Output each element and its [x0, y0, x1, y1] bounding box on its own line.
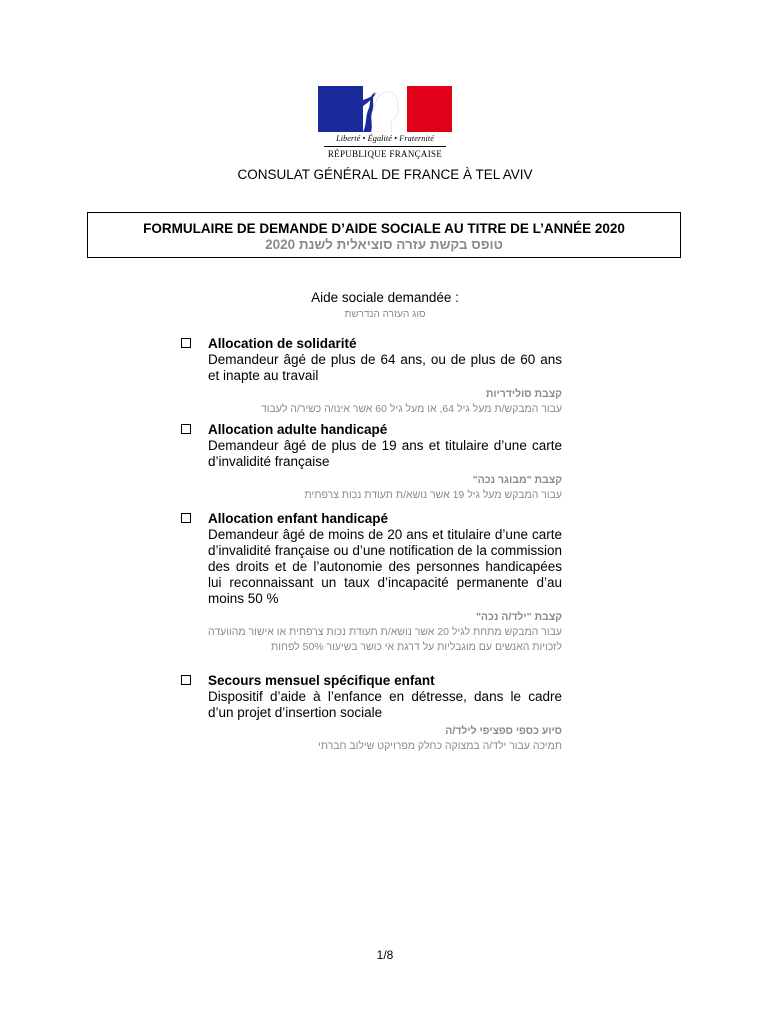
- option-description: Dispositif d’aide à l’enfance en détresse, dans le cadre d’un projet d’insertion sociale: [208, 689, 562, 720]
- option-title-he: קצבת "מבוגר נכה": [472, 474, 562, 486]
- option-body: [208, 336, 562, 417]
- option-description: Demandeur âgé de plus de 19 ans et titulaire d’une carte d’invalidité française: [208, 438, 562, 469]
- checkbox[interactable]: [181, 675, 191, 685]
- option-description-he: עבור המבקש מעל גיל 19 אשר נושא/ת תעודת נכות צרפתית: [304, 489, 562, 501]
- option-title-he: קצבת סולידריות: [485, 388, 562, 400]
- option-body: [208, 511, 562, 655]
- aide-demandee-label: Aide sociale demandée :: [311, 290, 459, 305]
- option-title: Allocation de solidarité: [208, 336, 357, 351]
- form-title-box: [87, 212, 681, 258]
- option-title-he: סיוע כספי ספציפי לילד/ה: [445, 725, 562, 737]
- checkbox[interactable]: [181, 424, 191, 434]
- option-title: Allocation enfant handicapé: [208, 511, 389, 526]
- marianne-profile-icon: [363, 86, 407, 132]
- republic-motto: Liberté • Égalité • Fraternité: [336, 134, 434, 143]
- form-title-he: טופס בקשת עזרה סוציאלית לשנת 2020: [265, 237, 503, 252]
- option-title: Secours mensuel spécifique enfant: [208, 673, 435, 688]
- checkbox[interactable]: [181, 513, 191, 523]
- republic-name: RÉPUBLIQUE FRANÇAISE: [327, 149, 443, 159]
- republique-francaise-logo: [318, 86, 452, 159]
- option-description: Demandeur âgé de moins de 20 ans et titulaire d’une carte d’invalidité française ou d’une notification de la commission des droits et de l’autonomie des personnes handicapées lui reconnaissant un taux d’incapacité permanente d’au moins 50 %: [208, 527, 562, 606]
- marianne-flag-logo: [318, 86, 452, 132]
- option-title: Allocation adulte handicapé: [208, 422, 388, 437]
- page-number: 1/8: [376, 948, 394, 962]
- option-title-he: קצבת "ילד/ה נכה": [475, 611, 562, 623]
- option-description-he: עבור המבקש מתחת לגיל 20 אשר נושא/ת תעודת נכות צרפתית או אישור מהוועדה לזכויות האנשים עם מוגבליות על דרגת אי כושר בשיעור 50% לפחות: [208, 626, 562, 653]
- option-description-he: תמיכה עבור ילד/ה במצוקה כחלק מפרויקט שילוב חברתי: [317, 740, 562, 752]
- option-body: [208, 673, 562, 754]
- option-description-he: עבור המבקש/ת מעל גיל 64, או מעל גיל 60 אשר אינו/ה כשיר/ה לעבוד: [260, 403, 562, 415]
- aide-demandee-label-he: סוג העזרה הנדרשת: [344, 309, 426, 320]
- option-body: [208, 422, 562, 503]
- consulat-heading: CONSULAT GÉNÉRAL DE FRANCE À TEL AVIV: [237, 167, 533, 182]
- flag-red-band: [407, 86, 452, 132]
- flag-white-band: [363, 86, 407, 132]
- form-title-fr: FORMULAIRE DE DEMANDE D’AIDE SOCIALE AU TITRE DE L’ANNÉE 2020: [143, 221, 625, 236]
- logo-divider: [324, 146, 446, 147]
- flag-blue-band: [318, 86, 363, 132]
- checkbox[interactable]: [181, 338, 191, 348]
- option-description: Demandeur âgé de plus de 64 ans, ou de plus de 60 ans et inapte au travail: [208, 352, 562, 383]
